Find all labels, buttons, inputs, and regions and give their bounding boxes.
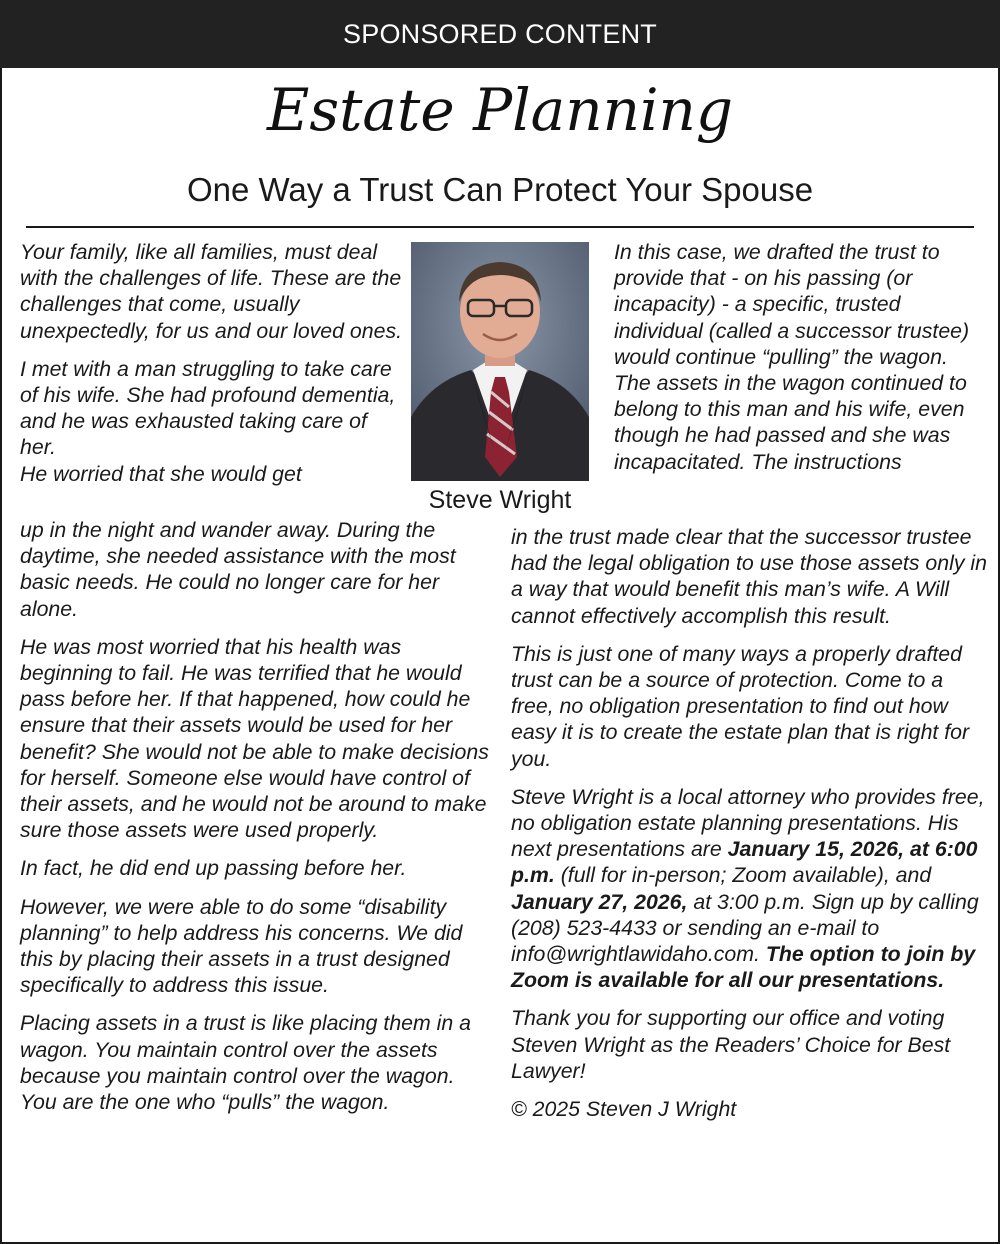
paragraph: Thank you for supporting our office and voting Steven Wright as the Readers’ Choice for Best Lawyer!: [511, 1006, 951, 1083]
left-column-bottom: [20, 517, 495, 1115]
paragraph: He worried that she would get: [20, 461, 302, 486]
left-column-top: [20, 239, 405, 487]
right-column-bottom: [511, 524, 989, 1122]
paragraph: In this case, we drafted the trust to provide that - on his passing (or incapacity) - a specific, trusted individual (called a successor trustee) would continue “pulling” the wagon. The assets in the wagon continued to belong to this man and his wife, even though he had passed and she was incapacitated. The instructions: [614, 240, 970, 474]
presentation-intro: Steve Wright is a local attorney who provides free, no obligation estate planning presentations. His next presentations are: [511, 784, 985, 862]
sponsored-label: SPONSORED CONTENT: [343, 18, 657, 49]
portrait-image: [411, 242, 589, 481]
presentation-paragraph: [511, 784, 989, 994]
presentation-details: (full for in-person; Zoom available), and: [560, 863, 932, 888]
paragraph: Your family, like all families, must deal with the challenges of life. These are the challenges that come, usually unexpectedly, for us and our loved ones.: [20, 240, 403, 343]
headline: Estate Planning: [267, 76, 733, 144]
paragraph: This is just one of many ways a properly drafted trust can be a source of protection. Come to a free, no obligation presentation to find out how easy it is to create the estate plan that is right for you.: [511, 641, 970, 771]
paragraph: However, we were able to do some “disability planning” to help address his concerns. We did this by placing their assets in a trust designed specifically to address this issue.: [20, 894, 463, 998]
zoom-note: The option to join by Zoom is available for all our presentations.: [511, 942, 976, 993]
paragraph: in the trust made clear that the successor trustee had the legal obligation to use those assets only in a way that would benefit this man’s wife. A Will cannot effectively accomplish this result.: [511, 525, 987, 628]
presentation-date-1: January 15, 2026, at 6:00 p.m.: [511, 837, 978, 888]
subheadline: One Way a Trust Can Protect Your Spouse: [186, 171, 814, 208]
photo-caption: Steve Wright: [428, 486, 572, 514]
paragraph: He was most worried that his health was beginning to fail. He was terrified that he would pass before her. If that happened, how could he ensure that their assets would be used for her benefit? She would not be able to make decisions for herself. Someone else would have control of their assets, and he would not be around to make sure those assets were used properly.: [20, 634, 489, 843]
contact-info: at 3:00 p.m. Sign up by calling (208) 523-4433 or sending an e-mail to info@wrightlawidaho.com.: [511, 889, 979, 967]
paragraph: up in the night and wander away. During the daytime, she needed assistance with the most basic needs. He could no longer care for her alone.: [20, 518, 456, 621]
paragraph: I met with a man struggling to take care of his wife. She had profound dementia, and he was exhausted taking care of her.: [20, 356, 396, 460]
copyright: © 2025 Steven J Wright: [511, 1097, 737, 1122]
author-photo: [411, 242, 589, 481]
paragraph: Placing assets in a trust is like placing them in a wagon. You maintain control over the assets because you maintain control over the wagon. You are the one who “pulls” the wagon.: [20, 1011, 471, 1115]
presentation-date-2: January 27, 2026,: [511, 889, 688, 914]
divider-rule: [26, 226, 974, 228]
paragraph: In fact, he did end up passing before her.: [20, 856, 407, 881]
right-column-top: [614, 239, 986, 475]
sponsored-banner: [0, 0, 1000, 68]
